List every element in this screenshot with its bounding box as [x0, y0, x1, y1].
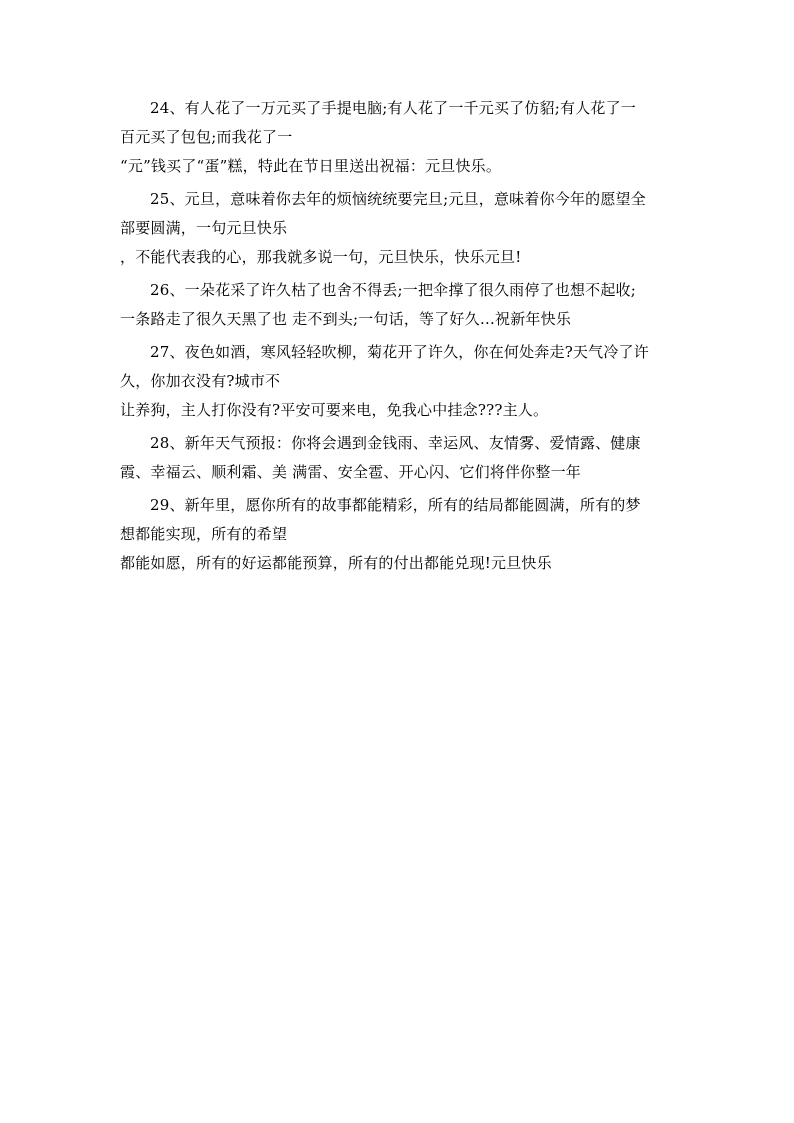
paragraph-line: 百元买了包包;而我花了一 — [120, 128, 293, 146]
paragraph-26 — [120, 276, 676, 334]
document-body — [120, 94, 676, 582]
paragraph-28 — [120, 429, 676, 487]
paragraph-line: ，不能代表我的心，那我就多说一句，元旦快乐，快乐元旦! — [120, 248, 522, 266]
paragraph-line: “元”钱买了“蛋”糕，特此在节日里送出祝福：元旦快乐。 — [120, 157, 502, 175]
paragraph-line: 让养狗，主人打你没有?平安可要来电，免我心中挂念???主人。 — [120, 401, 549, 419]
paragraph-line: 一条路走了很久天黑了也 走不到头;一句话，等了好久…祝新年快乐 — [120, 310, 572, 328]
paragraph-line: 28、新年天气预报：你将会遇到金钱雨、幸运风、友情雾、爱情露、健康 — [150, 434, 641, 452]
paragraph-line: 部要圆满，一句元旦快乐 — [120, 219, 288, 237]
paragraph-line: 24、有人花了一万元买了手提电脑;有人花了一千元买了仿貂;有人花了一 — [150, 99, 636, 117]
paragraph-24 — [120, 94, 676, 181]
paragraph-line: 久，你加衣没有?城市不 — [120, 372, 281, 390]
paragraph-line: 25、元旦，意味着你去年的烦恼统统要完旦;元旦，意味着你今年的愿望全 — [150, 190, 646, 208]
paragraph-27 — [120, 338, 676, 425]
paragraph-25 — [120, 185, 676, 272]
paragraph-line: 27、夜色如酒，寒风轻轻吹柳，菊花开了许久，你在何处奔走?天气冷了许 — [150, 343, 649, 361]
paragraph-line: 26、一朵花采了许久枯了也舍不得丢;一把伞撑了很久雨停了也想不起收; — [150, 281, 636, 299]
paragraph-29 — [120, 491, 676, 578]
paragraph-line: 霞、幸福云、顺利霜、美 满雷、安全雹、开心闪、它们将伴你整一年 — [120, 463, 581, 481]
paragraph-line: 都能如愿，所有的好运都能预算，所有的付出都能兑现!元旦快乐 — [120, 554, 552, 572]
paragraph-line: 29、新年里，愿你所有的故事都能精彩，所有的结局都能圆满，所有的梦 — [150, 496, 641, 514]
paragraph-line: 想都能实现，所有的希望 — [120, 525, 288, 543]
